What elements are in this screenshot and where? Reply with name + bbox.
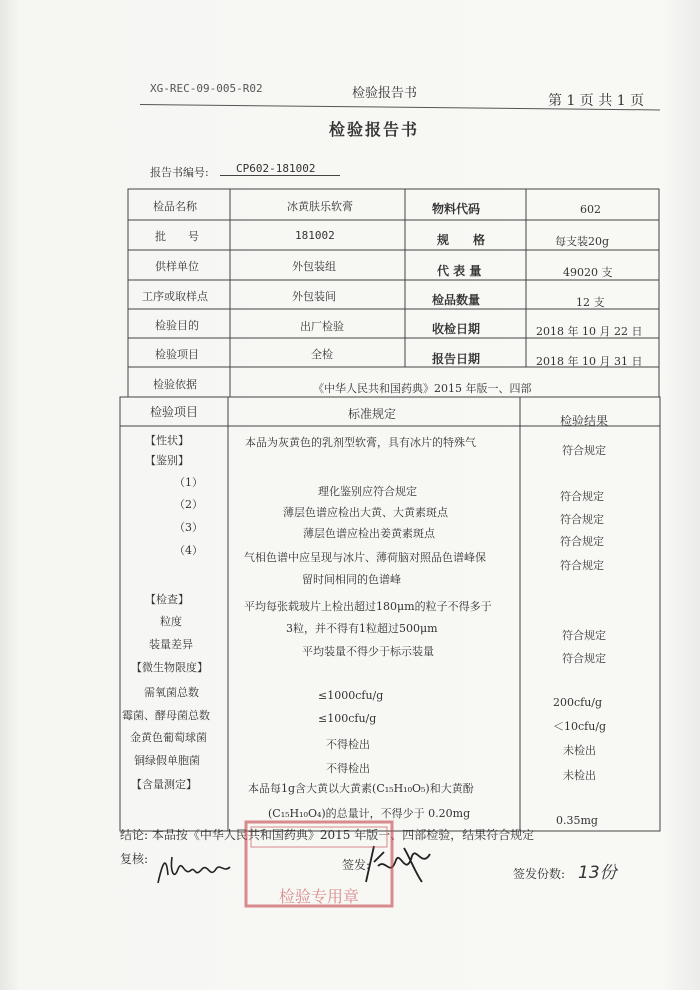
batch-label: 批 号	[155, 230, 199, 243]
material-code: 602	[580, 203, 601, 216]
result-standard: 气相色谱中应呈现与冰片、薄荷脑对照品色谱峰保	[244, 551, 486, 564]
signer-label: 签发:	[342, 858, 371, 872]
result-item: 粒度	[160, 615, 182, 628]
result-standard: 不得检出	[326, 762, 370, 775]
result-standard: 平均每张载玻片上检出超过180μm的粒子不得多于	[244, 600, 492, 613]
results-header-result: 检验结果	[560, 414, 609, 428]
supplier: 外包装组	[292, 260, 336, 273]
represent: 49020 支	[563, 266, 613, 279]
result-value: 符合规定	[560, 535, 604, 548]
result-value: 符合规定	[562, 629, 606, 642]
result-item: 【含量测定】	[131, 778, 197, 791]
result-value: 符合规定	[562, 444, 606, 457]
purpose-label: 检验目的	[155, 319, 199, 332]
copies-label: 签发份数:	[513, 867, 566, 881]
product-name: 冰黄肤乐软膏	[287, 200, 353, 213]
result-standard: 留时间相同的色谱峰	[302, 573, 401, 586]
reviewer-signature	[150, 845, 240, 890]
receive-date: 2018 年 10 月 22 日	[536, 325, 643, 338]
result-item: 【性状】	[145, 434, 189, 447]
result-item: 【检查】	[145, 593, 189, 606]
result-standard: 薄层色谱应检出姜黄素斑点	[303, 527, 435, 540]
result-item: （1）	[174, 476, 203, 489]
purpose: 出厂检验	[300, 320, 344, 333]
report-date: 2018 年 10 月 31 日	[536, 355, 643, 368]
results-header-item: 检验项目	[150, 405, 199, 419]
conclusion: 结论: 本品按《中华人民共和国药典》2015 年版一、四部检验，结果符合规定	[120, 828, 535, 842]
result-item: 铜绿假单胞菌	[134, 754, 200, 767]
result-value: 未检出	[563, 769, 596, 782]
sampling: 外包装间	[292, 290, 336, 303]
result-value: ＜10cfu/g	[553, 720, 607, 733]
result-value: 符合规定	[560, 490, 604, 503]
item: 全检	[311, 348, 333, 361]
result-item: （3）	[174, 521, 203, 534]
report-date-label: 报告日期	[432, 352, 481, 366]
qty: 12 支	[576, 296, 605, 309]
result-standard: 理化鉴别应符合规定	[318, 485, 417, 498]
stamp-text: 检验专用章	[278, 887, 360, 906]
spec: 每支装20g	[555, 235, 610, 248]
result-item: 【鉴别】	[145, 454, 189, 467]
receive-label: 收检日期	[432, 322, 481, 336]
result-standard: 3粒，并不得有1粒超过500μm	[286, 622, 438, 635]
result-standard: 薄层色谱应检出大黄、大黄素斑点	[283, 506, 448, 519]
result-value: 未检出	[563, 744, 596, 757]
basis-label: 检验依据	[153, 378, 197, 391]
result-value: 符合规定	[562, 652, 606, 665]
results-table-border	[120, 397, 660, 831]
result-value: 0.35mg	[556, 814, 598, 827]
result-value: 符合规定	[560, 559, 604, 572]
product-name-label: 检品名称	[153, 200, 197, 213]
supplier-label: 供样单位	[155, 260, 199, 273]
result-value: 符合规定	[560, 513, 604, 526]
result-item: 金黄色葡萄球菌	[130, 731, 207, 744]
doc-code: XG-REC-09-005-R02	[150, 82, 263, 95]
report-no-label: 报告书编号:	[150, 166, 209, 179]
material-code-label: 物料代码	[432, 202, 481, 216]
result-standard: 本品为灰黄色的乳剂型软膏，具有冰片的特殊气	[245, 436, 476, 449]
page-info: 第 1 页 共 1 页	[548, 93, 645, 109]
results-header-standard: 标准规定	[348, 407, 397, 421]
report-no-value: CP602-181002	[220, 162, 340, 176]
represent-label: 代 表 量	[437, 264, 482, 278]
sampling-label: 工序或取样点	[142, 290, 208, 303]
result-item: 霉菌、酵母菌总数	[122, 709, 210, 722]
result-item: 需氧菌总数	[144, 686, 199, 699]
qty-label: 检品数量	[432, 293, 481, 307]
result-standard: (C₁₅H₁₀O₄)的总量计，不得少于 0.20mg	[268, 807, 471, 820]
result-item: 【微生物限度】	[131, 661, 208, 674]
inspection-stamp	[242, 818, 397, 910]
item-label: 检验项目	[155, 348, 199, 361]
doc-name: 检验报告书	[352, 86, 418, 101]
basis: 《中华人民共和国药典》2015 年版一、四部	[313, 382, 532, 395]
copies-value: 13份	[578, 863, 617, 883]
result-standard: 本品每1g含大黄以大黄素(C₁₅H₁₀O₅)和大黄酚	[248, 782, 474, 795]
result-standard: 平均装量不得少于标示装量	[302, 645, 434, 658]
result-value: 200cfu/g	[553, 696, 603, 709]
reviewer-label: 复核:	[120, 852, 149, 866]
spec-label: 规 格	[437, 233, 486, 247]
result-item: 装量差异	[149, 638, 193, 651]
batch: 181002	[295, 229, 335, 242]
result-standard: 不得检出	[326, 738, 370, 751]
result-standard: ≤100cfu/g	[318, 712, 377, 725]
result-item: （2）	[174, 498, 203, 511]
result-item: （4）	[174, 544, 203, 557]
result-standard: ≤1000cfu/g	[318, 689, 384, 702]
page-title: 检验报告书	[329, 120, 420, 139]
